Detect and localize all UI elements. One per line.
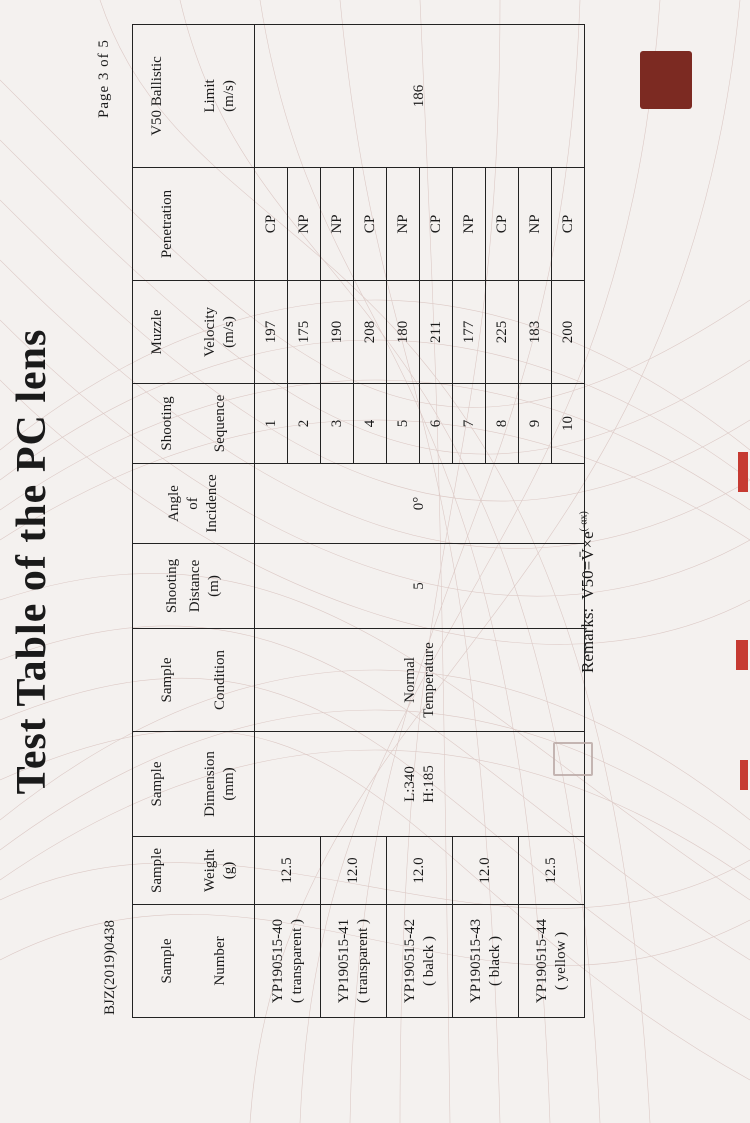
penetration-cell: NP [288,168,321,281]
header-sample-weight: Sample Weight (g) [133,837,255,905]
watermark-seal [553,742,593,776]
velocity-cell: 197 [255,281,288,384]
remarks: Remarks: $V50=V̄\times e^{(-\alpha x)}$ [578,511,597,673]
shooting-distance-cell: 5 [255,544,585,629]
header-penetration: Penetration [133,168,255,281]
sample-weight-cell: 12.0 [453,837,519,905]
penetration-cell: NP [519,168,552,281]
velocity-cell: 208 [354,281,387,384]
sequence-cell: 10 [552,384,585,464]
penetration-cell: CP [354,168,387,281]
sequence-cell: 1 [255,384,288,464]
header-sample-condition: Sample Condition [133,629,255,732]
sample-number-cell: YP190515-44 ( yellow ) [519,905,585,1018]
header-sample-number: Sample Number [133,905,255,1018]
header-shooting-distance: Shooting Distance (m) [133,544,255,629]
penetration-cell: NP [387,168,420,281]
sequence-cell: 4 [354,384,387,464]
angle-cell: 0° [255,464,585,544]
sample-number-cell: YP190515-40 ( transparent ) [255,905,321,1018]
sequence-cell: 5 [387,384,420,464]
sample-weight-cell: 12.5 [519,837,585,905]
penetration-cell: CP [486,168,519,281]
velocity-cell: 200 [552,281,585,384]
sample-number-cell: YP190515-43 ( black ) [453,905,519,1018]
header-row [133,25,255,1018]
sample-condition-cell: Normal Temperature [255,629,585,732]
sample-number-cell: YP190515-42 ( balck ) [387,905,453,1018]
header-sample-dimension: Sample Dimension (mm) [133,732,255,837]
penetration-cell: CP [420,168,453,281]
report-code: BJZ(2019)0438 [102,920,118,1015]
sequence-cell: 2 [288,384,321,464]
test-table [132,24,585,1018]
sequence-cell: 9 [519,384,552,464]
sequence-cell: 3 [321,384,354,464]
sample-weight-cell: 12.0 [387,837,453,905]
penetration-cell: CP [552,168,585,281]
sample-dimension-cell: L:340 H:185 [255,732,585,837]
header-angle-of-incidence: Angle of Incidence [133,464,255,544]
velocity-cell: 180 [387,281,420,384]
velocity-cell: 211 [420,281,453,384]
velocity-cell: 177 [453,281,486,384]
page-title: Test Table of the PC lens [9,328,55,795]
sequence-cell: 7 [453,384,486,464]
sequence-cell: 6 [420,384,453,464]
penetration-cell: NP [321,168,354,281]
sample-weight-cell: 12.0 [321,837,387,905]
sequence-cell: 8 [486,384,519,464]
page-number: Page 3 of 5 [96,39,112,118]
penetration-cell: NP [453,168,486,281]
velocity-cell: 225 [486,281,519,384]
sample-weight-cell: 12.5 [255,837,321,905]
v50-cell: 186 [255,25,585,168]
table-row [255,25,288,1018]
sample-number-cell: YP190515-41 ( transparent ) [321,905,387,1018]
header-muzzle-velocity: Muzzle Velocity (m/s) [133,281,255,384]
header-v50: V50 Ballistic Limit (m/s) [133,25,255,168]
penetration-cell: CP [255,168,288,281]
velocity-cell: 175 [288,281,321,384]
velocity-cell: 183 [519,281,552,384]
velocity-cell: 190 [321,281,354,384]
header-shooting-sequence: Shooting Sequence [133,384,255,464]
